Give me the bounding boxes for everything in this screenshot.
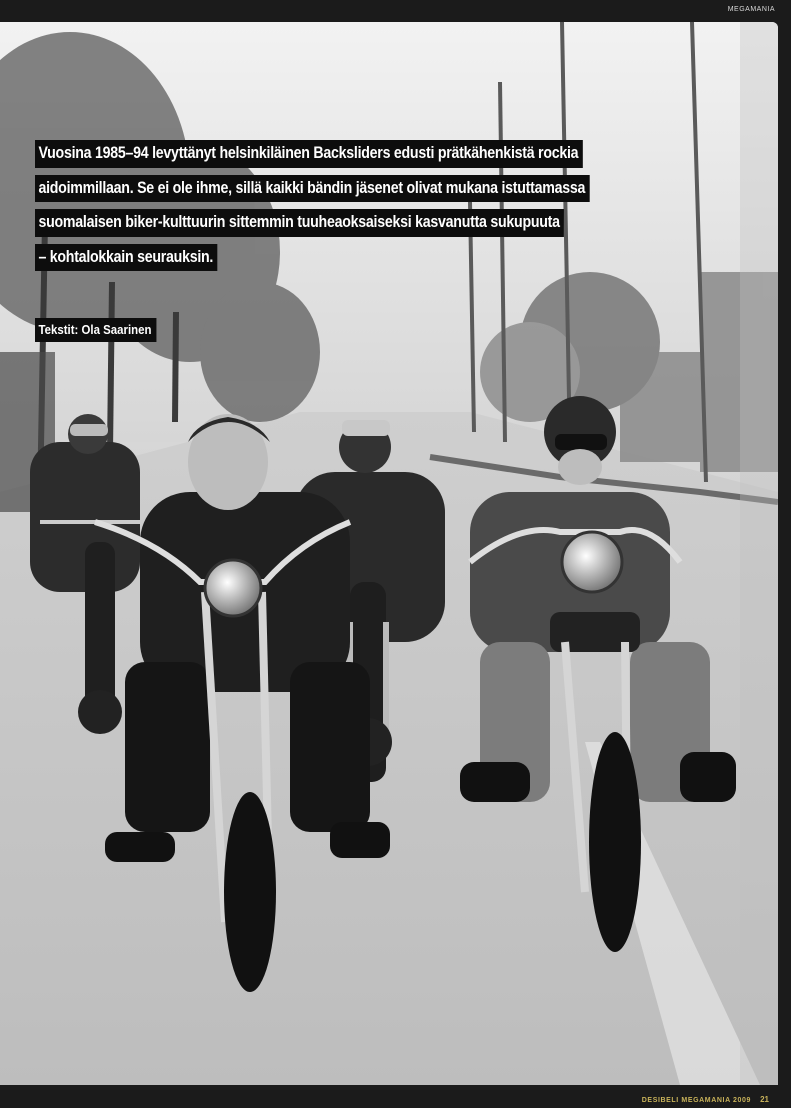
running-head: MEGAMANIA: [727, 6, 775, 13]
footer-brand: DESIBELI MEGAMANIA 2009: [641, 1097, 751, 1104]
byline: Tekstit: Ola Saarinen: [35, 318, 157, 342]
intro-line: – kohtalokkain seurauksin.: [35, 244, 217, 272]
intro-line: suomalaisen biker-kulttuurin sittemmin tuuheaoksaiseksi kasvanutta sukupuuta: [35, 209, 564, 237]
intro-line: Vuosina 1985–94 levyttänyt helsinkiläinen Backsliders edusti prätkähenkistä rockia: [35, 140, 583, 168]
intro-text: [35, 140, 735, 278]
intro-line: aidoimmillaan. Se ei ole ihme, sillä kaikki bändin jäsenet olivat mukana istuttamassa: [35, 175, 589, 203]
page-number: 21: [760, 1095, 769, 1104]
footer-bar: [0, 1085, 791, 1108]
